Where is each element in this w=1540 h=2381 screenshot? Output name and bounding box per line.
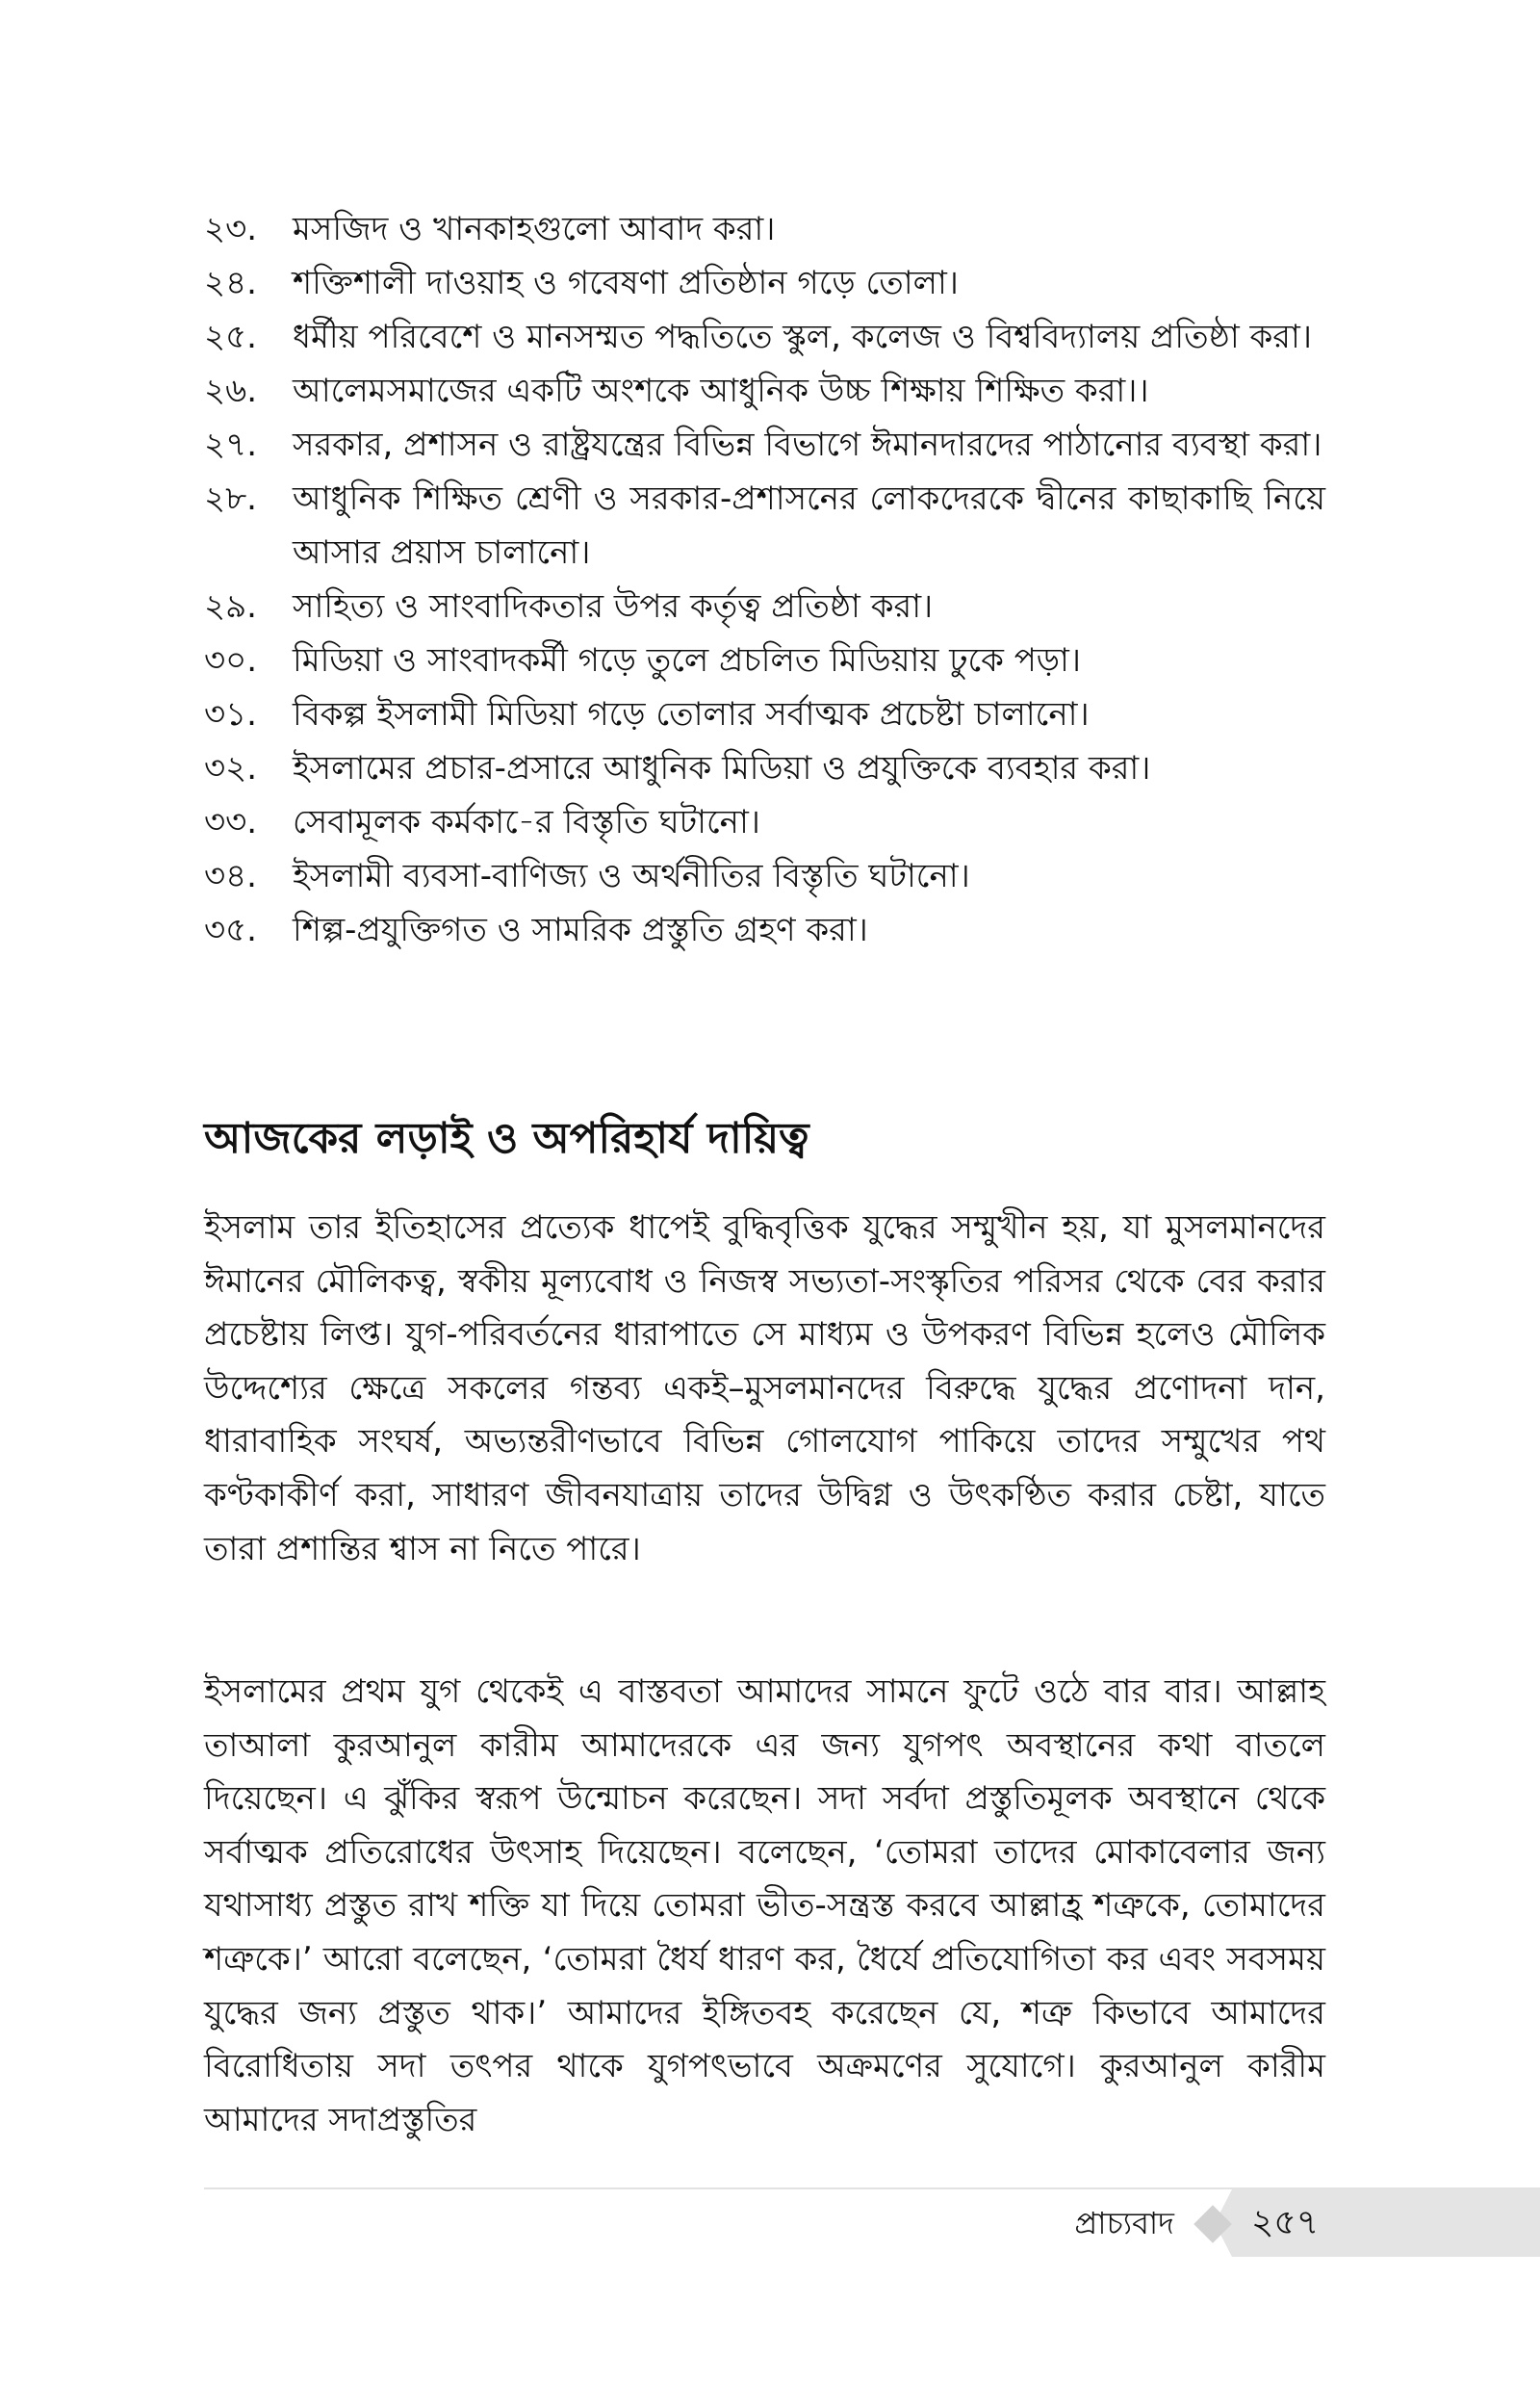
list-item-text: বিকল্প ইসলামী মিডিয়া গড়ে তোলার সর্বাত্মক প্রচেষ্টা চালানো। — [293, 695, 1090, 734]
list-item-text: সাহিত্য ও সাংবাদিকতার উপর কর্তৃত্ব প্রতিষ্ঠা করা। — [293, 587, 934, 626]
list-item-number: ৩২. — [204, 749, 258, 788]
list-item — [204, 849, 1325, 903]
list-item — [204, 741, 1325, 795]
list-item — [204, 687, 1325, 741]
list-item — [204, 202, 1325, 256]
list-item-number: ২৩. — [204, 210, 258, 248]
list-item-number: ২৮. — [204, 479, 257, 518]
list-item — [204, 580, 1325, 634]
list-item — [204, 310, 1325, 364]
running-title: প্রাচ্যবাদ — [1074, 2205, 1174, 2241]
list-item — [204, 634, 1325, 687]
list-item — [204, 795, 1325, 849]
list-item-text: সরকার, প্রশাসন ও রাষ্ট্রযন্ত্রের বিভিন্ন বিভাগে ঈমানদারদের পাঠানোর ব্যবস্থা করা। — [293, 426, 1322, 464]
list-item-number: ২৭. — [204, 426, 258, 464]
list-item — [204, 256, 1325, 310]
list-item — [204, 472, 1325, 580]
list-item-number: ৩০. — [204, 641, 258, 680]
body-paragraph: ইসলামের প্রথম যুগ থেকেই এ বাস্তবতা আমাদের সামনে ফুটে ওঠে বার বার। আল্লাহ তাআলা কুরআনুল কারীম আমাদেরকে এর জন্য যুগপৎ অবস্থানের কথা বাতলে দিয়েছেন। এ ঝুঁকির স্বরূপ উন্মোচন করেছেন। সদা সর্বদা প্রস্তুতিমূলক অবস্থানে থেকে সর্বাত্মক প্রতিরোধের উৎসাহ দিয়েছেন। বলেছেন, ‘তোমরা তাদের মোকাবেলার জন্য যথাসাধ্য প্রস্তুত রাখ শক্তি যা দিয়ে তোমরা ভীত-সন্ত্রস্ত করবে আল্লাহ্র শত্রুকে, তোমাদের শত্রুকে।’ আরো বলেছেন, ‘তোমরা ধৈর্য ধারণ কর, ধৈর্যে প্রতিযোগিতা কর এবং সবসময় যুদ্ধের জন্য প্রস্তুত থাক।’ আমাদের ইঙ্গিতবহ করেছেন যে, শত্রু কিভাবে আমাদের বিরোধিতায় সদা তৎপর থাকে যুগপৎভাবে অক্রমণের সুযোগে। কুরআনুল কারীম আমাদের সদাপ্রস্তুতির — [204, 1672, 1325, 2139]
list-item-number: ২৯. — [204, 587, 257, 626]
list-item-number: ৩১. — [204, 695, 257, 734]
list-item-number: ২৫. — [204, 318, 257, 356]
list-item-number: ২৪. — [204, 264, 257, 302]
list-item-text: সেবামূলক কর্মকা-ের বিস্তৃতি ঘটানো। — [293, 803, 760, 841]
list-item-text: মিডিয়া ও সাংবাদকর্মী গড়ে তুলে প্রচলিত মিডিয়ায় ঢুকে পড়া। — [293, 641, 1082, 680]
list-item — [204, 364, 1325, 418]
page-number: ২৫৭ — [1251, 2203, 1320, 2242]
list-item-text: ইসলামের প্রচার-প্রসারে আধুনিক মিডিয়া ও প্রযুক্তিকে ব্যবহার করা। — [293, 749, 1151, 788]
numbered-list — [204, 202, 1325, 957]
list-item — [204, 418, 1325, 472]
list-item-text: মসজিদ ও খানকাহগুলো আবাদ করা। — [293, 210, 776, 248]
list-item-text: আধুনিক শিক্ষিত শ্রেণী ও সরকার-প্রশাসনের লোকদেরকে দ্বীনের কাছাকাছি নিয়ে আসার প্রয়াস চালানো। — [293, 479, 1325, 572]
list-item-text: ইসলামী ব্যবসা-বাণিজ্য ও অর্থনীতির বিস্তৃতি ঘটানো। — [293, 857, 970, 895]
list-item-text: শক্তিশালী দাওয়াহ ও গবেষণা প্রতিষ্ঠান গড়ে তোলা। — [293, 264, 959, 302]
body-paragraph: ইসলাম তার ইতিহাসের প্রত্যেক ধাপেই বুদ্ধিবৃত্তিক যুদ্ধের সম্মুখীন হয়, যা মুসলমানদের ঈমানের মৌলিকত্ব, স্বকীয় মূল্যবোধ ও নিজস্ব সভ্যতা-সংস্কৃতির পরিসর থেকে বের করার প্রচেষ্টায় লিপ্ত। যুগ-পরিবর্তনের ধারাপাতে সে মাধ্যম ও উপকরণ বিভিন্ন হলেও মৌলিক উদ্দেশ্যের ক্ষেত্রে সকলের গন্তব্য একই–মুসলমানদের বিরুদ্ধে যুদ্ধের প্রণোদনা দান, ধারাবাহিক সংঘর্ষ, অভ্যন্তরীণভাবে বিভিন্ন গোলযোগ পাকিয়ে তাদের সম্মুখের পথ কণ্টকাকীর্ণ করা, সাধারণ জীবনযাত্রায় তাদের উদ্বিগ্ন ও উৎকণ্ঠিত করার চেষ্টা, যাতে তারা প্রশান্তির শ্বাস না নিতে পারে। — [204, 1208, 1325, 1568]
list-item-number: ২৬. — [204, 372, 258, 410]
list-item — [204, 903, 1325, 957]
list-item-number: ৩৪. — [204, 857, 257, 895]
list-item-number: ৩৩. — [204, 803, 258, 841]
list-item-text: শিল্প-প্রযুক্তিগত ও সামরিক প্রস্তুতি গ্রহণ করা। — [293, 911, 868, 949]
list-item-number: ৩৫. — [204, 911, 257, 949]
list-item-text: আলেমসমাজের একটি অংশকে আধুনিক উচ্চ শিক্ষায় শিক্ষিত করা।। — [293, 372, 1149, 410]
list-item-text: ধর্মীয় পরিবেশে ও মানসম্মত পদ্ধতিতে স্কুল, কলেজ ও বিশ্ববিদ্যালয় প্রতিষ্ঠা করা। — [293, 318, 1312, 356]
section-heading: আজকের লড়াই ও অপরিহার্য দায়িত্ব — [204, 1114, 809, 1163]
